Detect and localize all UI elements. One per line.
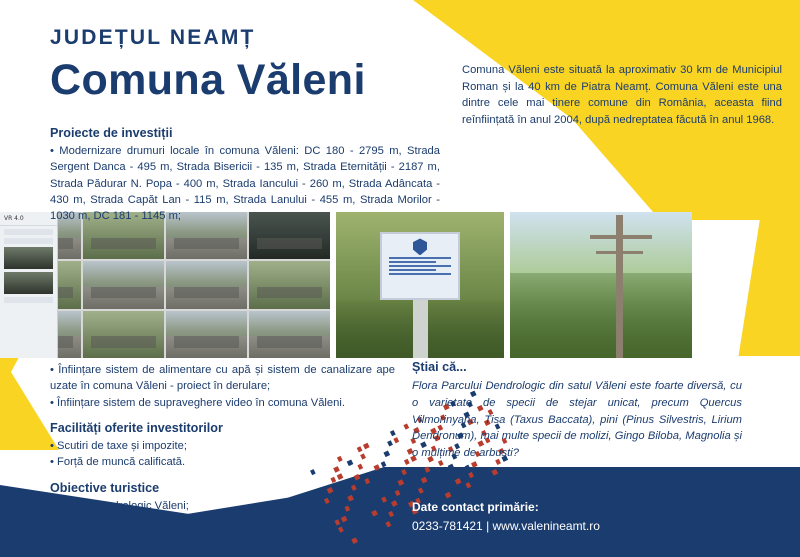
motif-dot — [418, 487, 424, 493]
panel-row — [4, 297, 53, 303]
sign-text-line — [389, 261, 437, 263]
section-tourism-item: • Parcul Dendrologic Văleni; — [50, 499, 189, 512]
section-tourism-item: • Ansamblul bisericii "Sf. Patruzeci de Mucenici" Văleni; — [50, 516, 324, 529]
motif-dot — [492, 469, 498, 475]
cctv-cell — [166, 311, 247, 358]
section-tourism-title: Obiective turistice — [50, 480, 160, 495]
section-investments — [50, 126, 440, 225]
contact-title: Date contact primărie: — [412, 500, 539, 514]
sign-text-line — [389, 269, 437, 271]
pole-mast — [616, 215, 623, 358]
section-tourism — [50, 481, 395, 547]
motif-dot — [445, 492, 451, 498]
section-facilities — [50, 421, 395, 471]
photo-utility-pole — [510, 212, 692, 358]
motif-dot — [442, 485, 448, 491]
section-did-you-know-text: Flora Parcului Dendrologic din satul Văleni este foarte diversă, cu o varietate de specii de stejar unicat, precum Quercus Vilmorinyana, Tisa (Taxus Baccata), pini (Pinus Silvestris, Lirium Dendronum), mai multe specii de molizi, Gingo Biloba, Magnolia și o mulțime de arbuști? — [412, 380, 742, 460]
section-utilities-item: • Înființare sistem de supraveghere video în comuna Văleni. — [50, 396, 345, 409]
motif-dot — [395, 490, 401, 496]
intro-paragraph: Comuna Văleni este situată la aproximativ 30 km de Municipiul Roman și la 40 km de Piatra Neamț. Comuna Văleni este una dintre cele mai tinere comune din România, aceasta fiind reînființată în anul 2004, după nedreptatea făcută în anul 1968. — [462, 64, 782, 126]
motif-dot — [465, 482, 471, 488]
motif-dot — [403, 423, 409, 429]
panel-row — [4, 229, 53, 235]
pole-trees — [510, 273, 692, 358]
cctv-software-panel — [0, 212, 58, 358]
panel-row — [4, 238, 53, 244]
sign-text-line — [389, 257, 452, 259]
panel-thumbnail — [4, 247, 53, 269]
contact-block — [412, 500, 600, 533]
motif-dot — [468, 472, 474, 478]
motif-dot — [465, 464, 471, 470]
contact-details: 0233-781421 | www.valenineamt.ro — [412, 519, 600, 533]
cctv-cell — [166, 261, 247, 308]
motif-dot — [398, 515, 404, 521]
motif-dot — [401, 469, 407, 475]
county-title: JUDEȚUL NEAMȚ — [50, 26, 256, 49]
photo-video-surveillance — [0, 212, 330, 358]
motif-dot — [421, 477, 427, 483]
section-utilities — [50, 362, 395, 411]
section-tourism-item: • Situl arheologic necropola dacică din sec. I-II. — [50, 532, 283, 545]
motif-dot — [471, 461, 477, 467]
sign-post — [413, 294, 428, 358]
motif-dot — [445, 474, 451, 480]
section-facilities-item: • Scutiri de taxe și impozite; — [50, 440, 187, 453]
cctv-cell — [249, 311, 330, 358]
cctv-cell — [83, 261, 164, 308]
motif-dot — [424, 466, 430, 472]
panel-thumbnail — [4, 272, 53, 294]
sign-text-line — [389, 265, 452, 267]
photo-strip — [0, 212, 800, 358]
left-lower-column — [50, 362, 395, 557]
coat-of-arms-icon — [413, 238, 427, 255]
section-facilities-item: • Forță de muncă calificată. — [50, 456, 186, 469]
motif-dot — [448, 464, 454, 470]
cctv-software-label: VR 4.0 — [0, 212, 57, 226]
section-facilities-title: Facilități oferite investitorilor — [50, 421, 223, 436]
section-investments-item: • Modernizare drumuri locale în comuna Văleni: DC 180 - 2795 m, Strada Sergent Danca - 495 m, Strada Bisericii - 135 m, Strada Eternității - 2187 m, Strada Pădurar N. Popa - 400 m, Strada Iancului - 260 m, Strada Adâncata - 430 m, Strada Capăt Lan - 115 m, Strada Lanului - 455 m, Strada Morilor - 1030 m, DC 181 - 1145 m; — [50, 145, 440, 223]
section-did-you-know-title: Știai că... — [412, 360, 467, 374]
sign-board — [380, 232, 461, 299]
section-investments-title: Proiecte de investiții — [50, 126, 173, 140]
page-title: Comuna Văleni — [50, 56, 366, 104]
motif-dot — [404, 458, 410, 464]
cctv-cell — [83, 311, 164, 358]
motif-dot — [398, 479, 404, 485]
section-utilities-item: • Înființare sistem de alimentare cu apă și sistem de canalizare ape uzate în comuna Văleni - proiect în derulare; — [50, 364, 395, 393]
section-did-you-know — [412, 360, 742, 462]
sign-text-line — [389, 273, 452, 275]
motif-dot — [428, 474, 434, 480]
cctv-cell — [249, 261, 330, 308]
motif-dot — [455, 478, 461, 484]
photo-information-sign — [336, 212, 504, 358]
